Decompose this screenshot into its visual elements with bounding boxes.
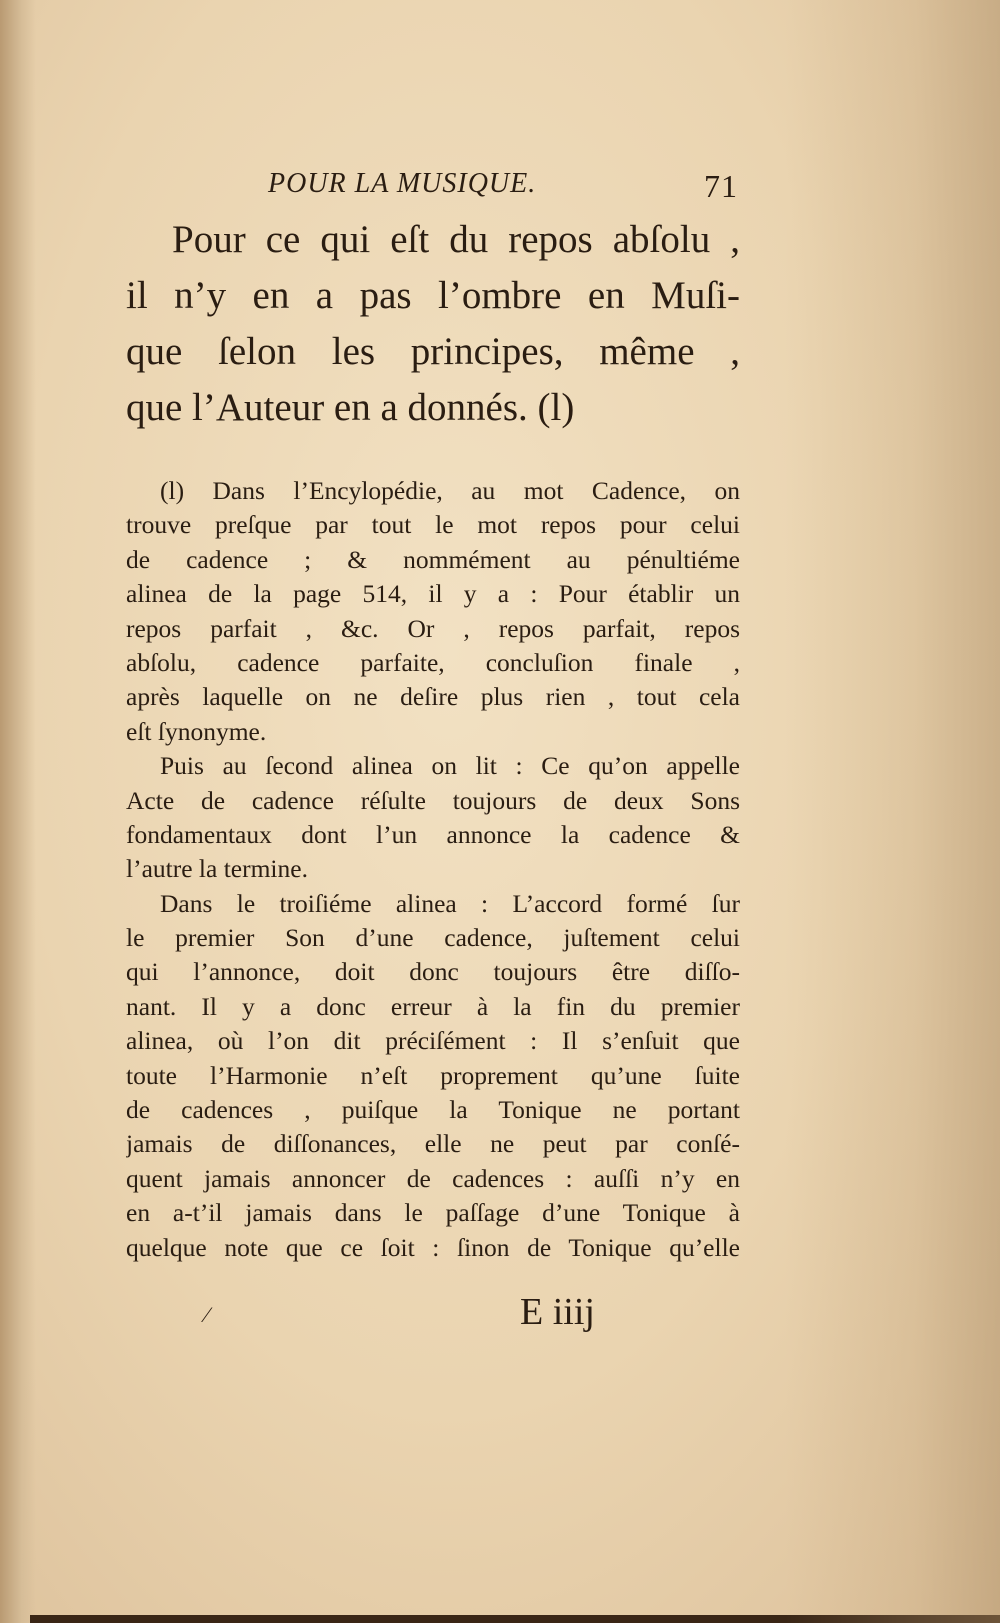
- footnote-line: trouve preſque par tout le mot repos pour celui: [126, 510, 740, 540]
- main-text-line: que ſelon les principes, même ,: [126, 330, 740, 373]
- footnote: [126, 474, 740, 1265]
- footnote-line: quent jamais annoncer de cadences : auſſi n’y en: [126, 1163, 740, 1193]
- footnote-line: fondamentaux dont l’un annonce la cadence &: [126, 819, 740, 849]
- footnote-line: après laquelle on ne deſire plus rien , tout cela: [126, 682, 740, 712]
- footnote-line: de cadence ; & nommément au pénultiéme: [126, 544, 740, 574]
- main-text: [126, 212, 740, 436]
- footnote-line: l’autre la termine.: [126, 854, 308, 884]
- page-number: 71: [704, 168, 738, 204]
- running-head: POUR LA MUSIQUE.: [268, 168, 537, 199]
- footnote-line: le premier Son d’une cadence, juſtement celui: [126, 923, 740, 953]
- footnote-line: de cadences , puiſque la Tonique ne portant: [126, 1095, 740, 1125]
- footnote-line: en a-t’il jamais dans le paſſage d’une Tonique à: [126, 1198, 740, 1228]
- main-text-line: il n’y en a pas l’ombre en Muſi-: [126, 274, 740, 317]
- footnote-line: (l) Dans l’Encylopédie, au mot Cadence, on: [160, 476, 740, 505]
- footnote-line: Acte de cadence réſulte toujours de deux Sons: [126, 785, 740, 815]
- footnote-line: Puis au ſecond alinea on lit : Ce qu’on appelle: [160, 751, 740, 781]
- footnote-line: jamais de diſſonances, elle ne peut par conſé-: [126, 1129, 740, 1159]
- signature-mark: E iiij: [520, 1291, 595, 1333]
- footnote-line: toute l’Harmonie n’eſt proprement qu’une ſuite: [126, 1060, 740, 1090]
- footnote-line: alinea, où l’on dit préciſément : Il s’enſuit que: [126, 1026, 740, 1056]
- page-bottom-edge: [30, 1615, 1000, 1623]
- footnote-line: Dans le troiſiéme alinea : L’accord formé ſur: [160, 888, 740, 918]
- footnote-line: alinea de la page 514, il y a : Pour établir un: [126, 579, 740, 609]
- main-text-line: que l’Auteur en a donnés. (l): [126, 386, 575, 429]
- main-text-line: Pour ce qui eſt du repos abſolu ,: [172, 218, 740, 261]
- footnote-line: qui l’annonce, doit donc toujours être diſſo-: [126, 957, 740, 987]
- footnote-line: quelque note que ce ſoit : ſinon de Tonique qu’elle: [126, 1232, 740, 1262]
- footnote-line: eſt ſynonyme.: [126, 716, 267, 746]
- running-header: [268, 168, 738, 208]
- footnote-line: abſolu, cadence parfaite, concluſion finale ,: [126, 647, 740, 677]
- footnote-line: repos parfait , &c. Or , repos parfait, repos: [126, 613, 740, 643]
- footnote-line: nant. Il y a donc erreur à la fin du premier: [126, 991, 740, 1021]
- stray-mark-icon: ⁄: [205, 1302, 209, 1327]
